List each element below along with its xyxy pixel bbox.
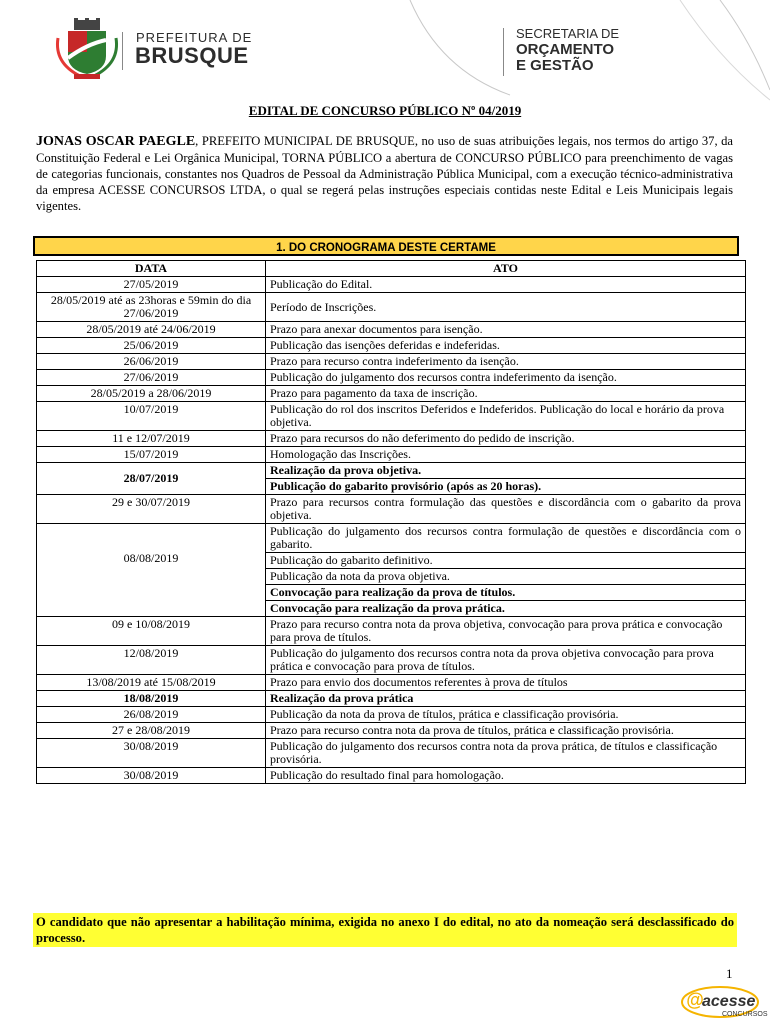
mayor-name: JONAS OSCAR PAEGLE — [36, 134, 196, 149]
row-act: Publicação das isenções deferidas e indeferidas. — [266, 338, 746, 354]
row-act: Convocação para realização da prova de títulos. — [266, 585, 746, 601]
row-date: 10/07/2019 — [37, 402, 266, 431]
intro-paragraph — [36, 133, 733, 214]
header-divider — [122, 32, 123, 70]
row-date: 30/08/2019 — [37, 768, 266, 784]
row-act: Prazo para recursos contra formulação das questões e discordância com o gabarito da prova objetiva. — [266, 495, 746, 524]
row-act: Publicação do julgamento dos recursos contra indeferimento da isenção. — [266, 370, 746, 386]
row-act: Publicação do gabarito provisório (após as 20 horas). — [266, 479, 746, 495]
row-act: Publicação do julgamento dos recursos contra nota da prova prática, de títulos e classificação provisória. — [266, 739, 746, 768]
table-row — [37, 617, 746, 646]
prefeitura-label: PREFEITURA DE — [136, 30, 253, 45]
page-header — [0, 0, 770, 100]
row-date: 28/05/2019 até 24/06/2019 — [37, 322, 266, 338]
row-act: Publicação da nota da prova objetiva. — [266, 569, 746, 585]
row-act: Prazo para recurso contra nota da prova objetiva, convocação para prova prática e convocação para prova de títulos. — [266, 617, 746, 646]
row-date: 26/08/2019 — [37, 707, 266, 723]
table-row — [37, 354, 746, 370]
schedule-table — [36, 260, 746, 784]
table-row — [37, 338, 746, 354]
row-act: Prazo para recurso contra indeferimento da isenção. — [266, 354, 746, 370]
table-row — [37, 707, 746, 723]
row-act: Período de Inscrições. — [266, 293, 746, 322]
table-row — [37, 691, 746, 707]
row-act: Publicação da nota da prova de títulos, prática e classificação provisória. — [266, 707, 746, 723]
row-date: 28/05/2019 até as 23horas e 59min do dia 27/06/2019 — [37, 293, 266, 322]
row-date: 27 e 28/08/2019 — [37, 723, 266, 739]
intro-text: , PREFEITO MUNICIPAL DE BRUSQUE, no uso de suas atribuições legais, nos termos do artigo 37, da Constituição Federal e Lei Orgânica Municipal, TORNA PÚBLICO a abertura de CONCURSO PÚBLICO para preenchimento de vagas de categorias funcionais, constantes nos Quadros de Pessoal da Administração Pública Municipal, com a execução técnico-administrativa da empresa ACESSE CONCURSOS LTDA, o qual se regerá pelas instruções especiais contidas neste Edital e Leis Municipais legais vigentes. — [36, 134, 733, 213]
table-row — [37, 495, 746, 524]
table-row — [37, 739, 746, 768]
table-row — [37, 723, 746, 739]
row-act: Publicação do Edital. — [266, 277, 746, 293]
row-date: 28/07/2019 — [37, 463, 266, 495]
schedule-body — [37, 277, 746, 784]
row-date: 29 e 30/07/2019 — [37, 495, 266, 524]
row-date: 30/08/2019 — [37, 739, 266, 768]
row-date: 12/08/2019 — [37, 646, 266, 675]
disqualification-notice: O candidato que não apresentar a habilitação mínima, exigida no anexo I do edital, no ato da nomeação será desclassificado do processo. — [33, 913, 737, 947]
table-row — [37, 768, 746, 784]
table-row — [37, 447, 746, 463]
row-act: Publicação do gabarito definitivo. — [266, 553, 746, 569]
column-header-data: DATA — [37, 261, 266, 277]
row-act: Publicação do julgamento dos recursos contra nota da prova objetiva convocação para prova prática e convocação para prova de títulos. — [266, 646, 746, 675]
row-act: Prazo para pagamento da taxa de inscrição. — [266, 386, 746, 402]
table-header-row — [37, 261, 746, 277]
secretaria-line-3: E GESTÃO — [516, 57, 594, 74]
column-header-ato: ATO — [266, 261, 746, 277]
row-date: 08/08/2019 — [37, 524, 266, 617]
row-date: 25/06/2019 — [37, 338, 266, 354]
table-row — [37, 463, 746, 479]
table-row — [37, 675, 746, 691]
table-row — [37, 386, 746, 402]
svg-text:@: @ — [686, 990, 704, 1010]
row-act: Convocação para realização da prova prática. — [266, 601, 746, 617]
row-act: Publicação do julgamento dos recursos contra formulação de questões e discordância com o gabarito. — [266, 524, 746, 553]
table-row — [37, 322, 746, 338]
table-row — [37, 524, 746, 553]
row-date: 09 e 10/08/2019 — [37, 617, 266, 646]
row-act: Homologação das Inscrições. — [266, 447, 746, 463]
row-date: 11 e 12/07/2019 — [37, 431, 266, 447]
row-act: Realização da prova objetiva. — [266, 463, 746, 479]
edital-title: EDITAL DE CONCURSO PÚBLICO Nº 04/2019 — [248, 103, 522, 118]
row-date: 13/08/2019 até 15/08/2019 — [37, 675, 266, 691]
table-row — [37, 277, 746, 293]
table-row — [37, 402, 746, 431]
row-date: 27/05/2019 — [37, 277, 266, 293]
brusque-coat-of-arms-logo — [52, 18, 122, 80]
row-act: Prazo para recurso contra nota da prova de títulos, prática e classificação provisória. — [266, 723, 746, 739]
table-row — [37, 370, 746, 386]
row-date: 26/06/2019 — [37, 354, 266, 370]
acesse-concursos-logo — [680, 984, 768, 1020]
row-act: Prazo para recursos do não deferimento do pedido de inscrição. — [266, 431, 746, 447]
row-act: Prazo para anexar documentos para isenção. — [266, 322, 746, 338]
section-heading: 1. DO CRONOGRAMA DESTE CERTAME — [33, 236, 739, 256]
row-act: Prazo para envio dos documentos referentes à prova de títulos — [266, 675, 746, 691]
row-act: Realização da prova prática — [266, 691, 746, 707]
header-divider-right — [503, 28, 504, 76]
secretaria-line-2: ORÇAMENTO — [516, 41, 615, 58]
acesse-sub: CONCURSOS — [722, 1011, 768, 1018]
row-date: 28/05/2019 a 28/06/2019 — [37, 386, 266, 402]
secretaria-block — [516, 26, 619, 74]
table-row — [37, 431, 746, 447]
row-date: 27/06/2019 — [37, 370, 266, 386]
row-act: Publicação do rol dos inscritos Deferidos e Indeferidos. Publicação do local e horário da prova objetiva. — [266, 402, 746, 431]
row-date: 15/07/2019 — [37, 447, 266, 463]
secretaria-line-1: SECRETARIA DE — [516, 26, 620, 41]
page-number: 1 — [726, 966, 733, 981]
acesse-brand: acesse — [702, 993, 756, 1010]
table-row — [37, 646, 746, 675]
row-act: Publicação do resultado final para homologação. — [266, 768, 746, 784]
row-date: 18/08/2019 — [37, 691, 266, 707]
brusque-label: BRUSQUE — [135, 43, 249, 68]
table-row — [37, 293, 746, 322]
